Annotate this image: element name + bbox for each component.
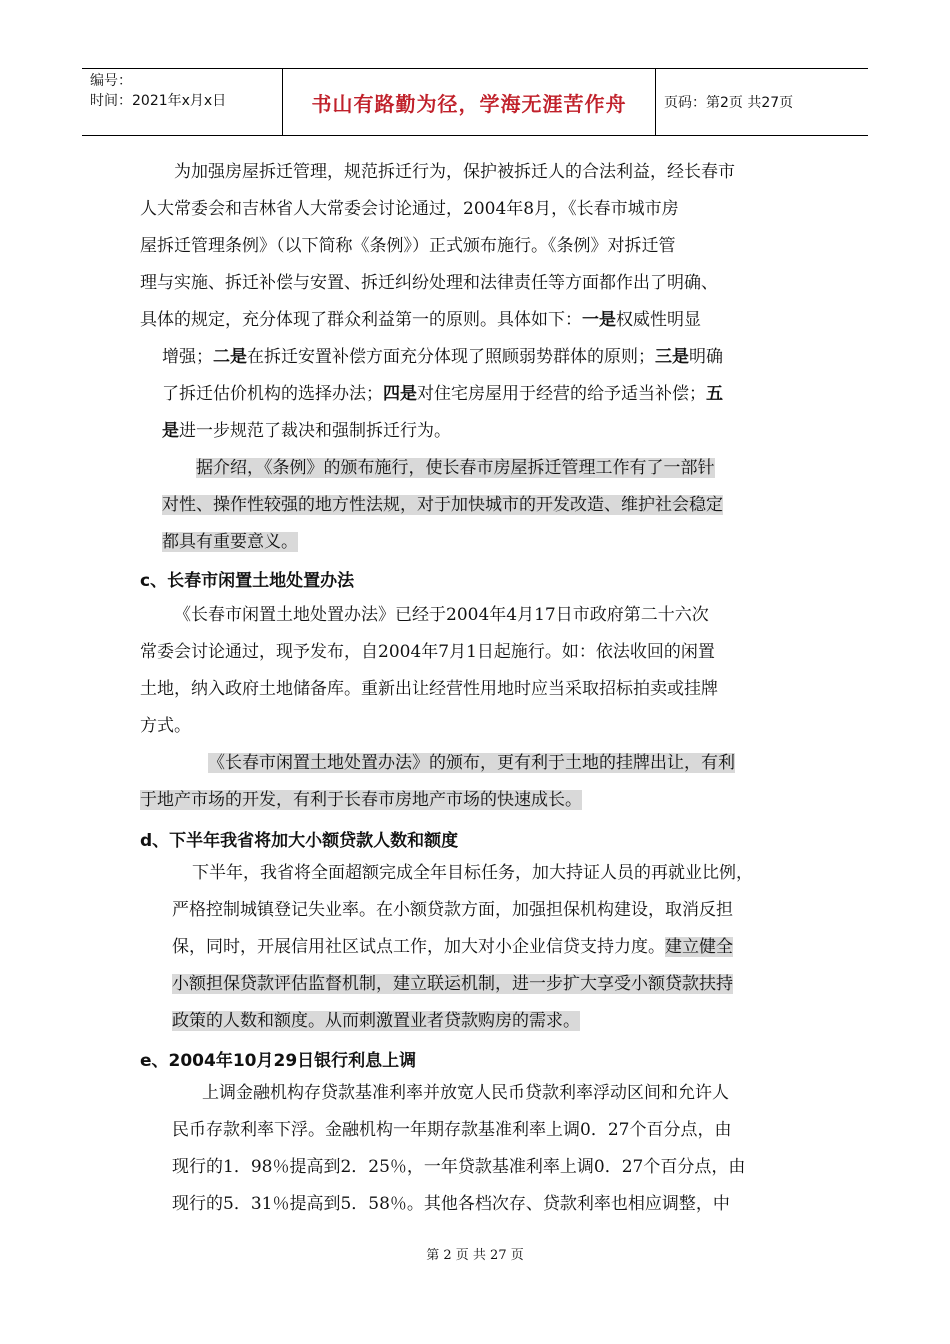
text-line: 是进一步规范了裁决和强制拆迁行为。 [162, 421, 451, 441]
emphasis: 五 [706, 384, 723, 404]
emphasis: 一是 [582, 310, 616, 330]
text-line: 常委会讨论通过，现予发布，自2004年7月1日起施行。如：依法收回的闲置 [140, 642, 715, 662]
paragraph-small-loans [172, 855, 753, 1040]
emphasis: 四是 [383, 384, 417, 404]
header-page-number: 页码：第2页 共27页 [664, 95, 794, 111]
text-line: 上调金融机构存贷款基准利率并放宽人民币贷款利率浮动区间和允许人 [202, 1083, 729, 1103]
paragraph-idle-land-highlight [140, 745, 735, 819]
header-time: 时间：2021年x月x日 [90, 93, 227, 109]
text-line: 屋拆迁管理条例》（以下简称《条例》）正式颁布施行。《条例》对拆迁管 [140, 236, 676, 256]
text-line: 民币存款利率下浮。金融机构一年期存款基准利率上调0．27个百分点，由 [172, 1120, 732, 1140]
section-heading-d: d、下半年我省将加大小额贷款人数和额度 [140, 831, 459, 851]
emphasis: 是 [162, 421, 179, 441]
header-motto-cell [283, 69, 656, 135]
header-motto: 书山有路勤为径，学海无涯苦作舟 [311, 91, 627, 116]
text-line: 于地产市场的开发，有利于长春市房地产市场的快速成长。 [140, 790, 582, 810]
text-line: 现行的1．98％提高到2．25％，一年贷款基准利率上调0．27个百分点，由 [172, 1157, 746, 1177]
emphasis: 二是 [213, 347, 247, 367]
text-line: 《长春市闲置土地处置办法》已经于2004年4月17日市政府第二十六次 [174, 605, 709, 625]
paragraph-idle-land [140, 597, 718, 745]
section-heading-c: c、长春市闲置土地处置办法 [140, 571, 355, 591]
text-line: 下半年，我省将全面超额完成全年目标任务，加大持证人员的再就业比例， [192, 863, 753, 883]
header-number: 编号： [90, 73, 132, 89]
text-line: 严格控制城镇登记失业率。在小额贷款方面，加强担保机构建设，取消反担 [172, 900, 733, 920]
page-footer: 第 2 页 共 27 页 [426, 1248, 524, 1263]
emphasis: 三是 [655, 347, 689, 367]
text-line: 具体的规定，充分体现了群众利益第一的原则。具体如下：一是权威性明显 [140, 310, 701, 330]
section-heading-e: e、2004年10月29日银行利息上调 [140, 1051, 417, 1071]
header-meta [82, 69, 283, 135]
text-line: 《长春市闲置土地处置办法》的颁布，更有利于土地的挂牌出让，有利 [208, 753, 735, 773]
text-line: 土地，纳入政府土地储备库。重新出让经营性用地时应当采取招标拍卖或挂牌 [140, 679, 718, 699]
text-line: 理与实施、拆迁补偿与安置、拆迁纠纷处理和法律责任等方面都作出了明确、 [140, 273, 718, 293]
text-line: 对性、操作性较强的地方性法规，对于加快城市的开发改造、维护社会稳定 [162, 495, 723, 515]
text-line: 现行的5．31％提高到5．58％。其他各档次存、贷款利率也相应调整，中 [172, 1194, 730, 1214]
page-header [82, 68, 868, 136]
paragraph-regulation [140, 154, 735, 450]
text-line: 人大常委会和吉林省人大常委会讨论通过，2004年8月，《长春市城市房 [140, 199, 679, 219]
paragraph-regulation-highlight [162, 450, 723, 561]
text-line: 了拆迁估价机构的选择办法；四是对住宅房屋用于经营的给予适当补偿；五 [162, 384, 723, 404]
text-line: 小额担保贷款评估监督机制，建立联运机制，进一步扩大享受小额贷款扶持 [172, 974, 733, 994]
text-line: 为加强房屋拆迁管理，规范拆迁行为，保护被拆迁人的合法利益，经长春市 [174, 162, 735, 182]
text-line: 据介绍，《条例》的颁布施行，使长春市房屋拆迁管理工作有了一部针 [196, 458, 715, 478]
paragraph-interest-rate [172, 1075, 745, 1223]
text-line: 保，同时，开展信用社区试点工作，加大对小企业信贷支持力度。建立健全 [172, 937, 733, 957]
text-line: 政策的人数和额度。从而刺激置业者贷款购房的需求。 [172, 1011, 580, 1031]
text-line: 增强；二是在拆迁安置补偿方面充分体现了照顾弱势群体的原则；三是明确 [162, 347, 723, 367]
text-line: 都具有重要意义。 [162, 532, 298, 552]
text-line: 方式。 [140, 716, 191, 736]
